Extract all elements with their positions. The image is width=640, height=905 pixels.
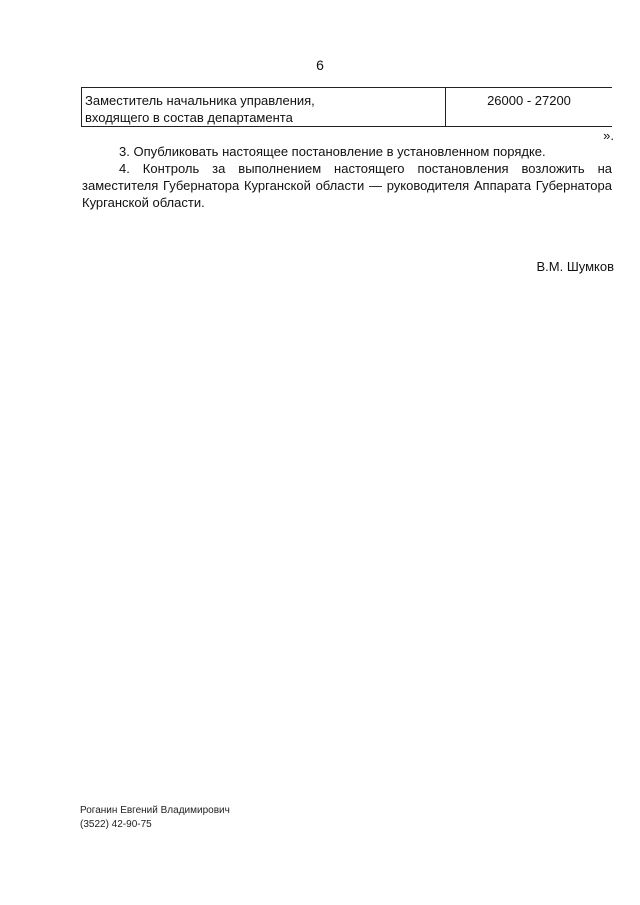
paragraph-4: 4. Контроль за выполнением настоящего постановления возложить на заместителя Губернатора Курганской области — руководителя Аппарата Губернатора Курганской области. bbox=[82, 161, 612, 210]
paragraph-3: 3. Опубликовать настоящее постановление в установленном порядке. bbox=[119, 144, 546, 159]
position-title-cell bbox=[82, 88, 446, 126]
position-title-line1: Заместитель начальника управления, bbox=[85, 93, 315, 108]
closing-quote: ». bbox=[603, 128, 614, 143]
executor-block bbox=[80, 804, 230, 832]
salary-range-cell: 26000 - 27200 bbox=[487, 93, 571, 108]
executor-name: Роганин Евгений Владимирович bbox=[80, 805, 230, 816]
resolution-body bbox=[82, 143, 612, 211]
salary-table-row bbox=[81, 87, 612, 127]
page-number: 6 bbox=[316, 57, 324, 73]
executor-phone: (3522) 42-90-75 bbox=[80, 819, 152, 830]
signature: В.М. Шумков bbox=[536, 259, 614, 274]
position-title-line2: входящего в состав департамента bbox=[85, 110, 293, 125]
